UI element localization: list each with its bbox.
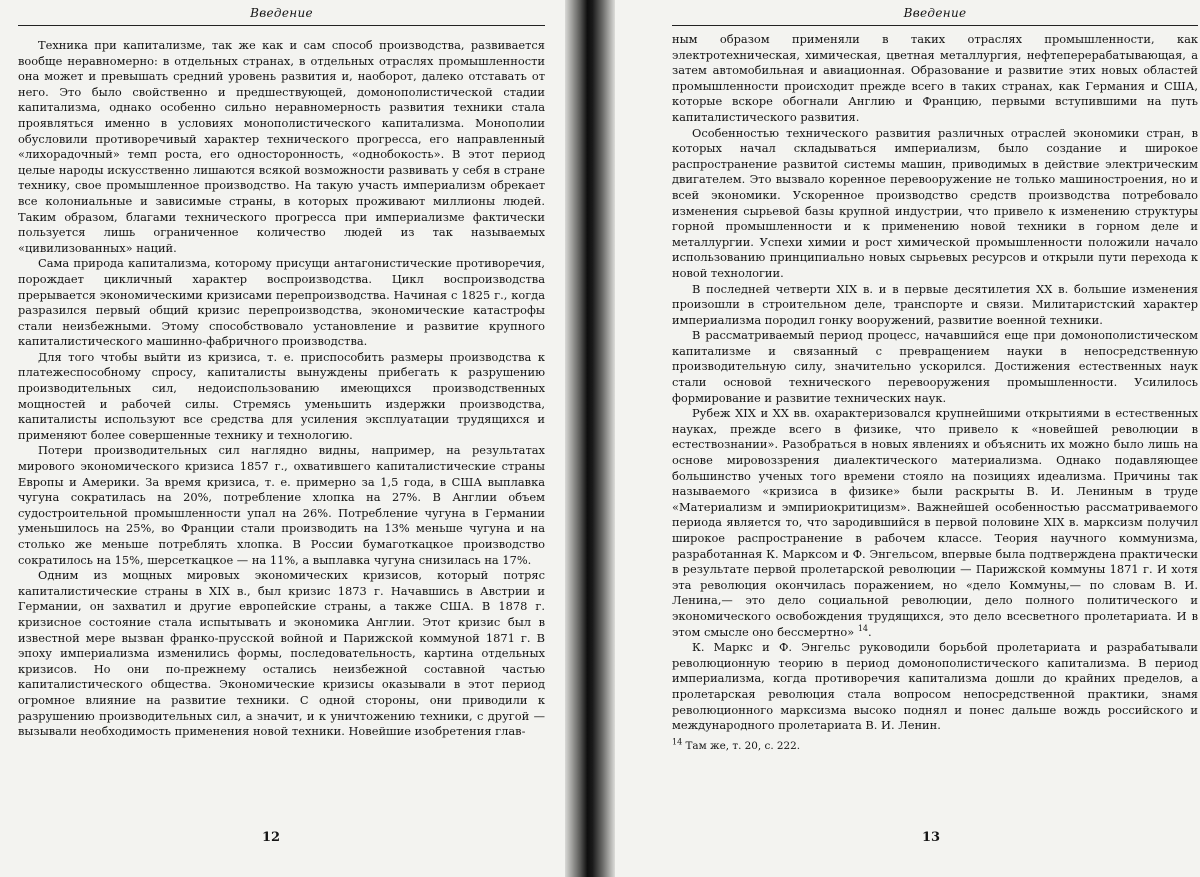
- left-page: [0, 0, 565, 877]
- paragraph: В рассматриваемый период процесс, начавшийся еще при домонополистическом капитализме и связанный с превращением науки в непосредственную производительную силу, значительно ускорился. Достижения естественных наук стали основой технического перевооружения промышленности. Усилилось формирование и развитие технических наук.: [672, 328, 1198, 405]
- paragraph: К. Маркс и Ф. Энгельс руководили борьбой пролетариата и разрабатывали революционную теорию в период домонополистического капитализма. В период империализма, когда противоречия капитализма дошли до крайних пределов, а пролетарская революция стала вопросом непосредственной практики, знамя революционного марксизма высоко поднял и понес дальше вождь российского и международного пролетариата В. И. Ленин.: [672, 640, 1198, 733]
- header-rule: [672, 25, 1198, 26]
- footnote-reference: 14: [857, 623, 869, 633]
- page-number: 13: [922, 830, 941, 845]
- page-number: 12: [262, 830, 281, 845]
- paragraph: Потери производительных сил наглядно видны, например, на результатах мирового экономического кризиса 1857 г., охватившего капиталистические страны Европы и Америки. За время кризиса, т. е. примерно за 1,5 года, в США выплавка чугуна сократилась на 20%, потребление хлопка на 27%. В Англии объем судостроительной промышленности упал на 26%. Потребление чугуна в Германии уменьшилось на 25%, во Франции стали производить на 13% меньше чугуна и на столько же меньше потреблять хлопка. В России бумаготкацкое производство сократилось на 15%, шерсеткацкое — на 11%, а выплавка чугуна снизилась на 17%.: [18, 443, 545, 567]
- left-page-text: [18, 38, 545, 740]
- footnote: [672, 737, 1198, 753]
- paragraph: ным образом применяли в таких отраслях промышленности, как электротехническая, химическая, цветная металлургия, нефтеперерабатывающая, а затем автомобильная и авиационная. Образование и развитие этих новых областей промышленности происходит прежде всего в таких странах, как Германия и США, которые вскоре обогнали Англию и Францию, первыми вступившими на путь капиталистического развития.: [672, 32, 1198, 124]
- paragraph: В последней четверти XIX в. и в первые десятилетия XX в. большие изменения произошли в строительном деле, транспорте и связи. Милитаристский характер империализма породил гонку вооружений, развитие военной техники.: [672, 281, 1198, 327]
- book-gutter: [565, 0, 615, 877]
- paragraph: Для того чтобы выйти из кризиса, т. е. приспособить размеры производства к платежеспособному спросу, капиталисты вынуждены прибегать к разрушению производительных сил, недоиспользованию имеющихся производственных мощностей и рабочей силы. Стремясь уменьшить издержки производства, капиталисты используют все средства для усиления эксплуатации трудящихся и применяют более совершенные технику и технологию.: [18, 349, 545, 442]
- paragraph-text: Рубеж XIX и XX вв. охарактеризовался крупнейшими открытиями в естественных науках, прежде всего в физике, что привело к «новейшей революции в естествознании». Разобраться в новых явлениях и объяснить их можно было лишь на основе мировоззрения диалектического материализма. Однако подавляющее большинство ученых того времени стояло на позициях идеализма. Причины так называемого «кризиса в физике» были раскрыты В. И. Лениным в труде «Материализм и эмпириокритицизм». Важнейшей особенностью рассматриваемого периода является то, что зародившийся в первой половине XIX в. марксизм получил широкое распространение в рабочем классе. Теория научного коммунизма, разработанная К. Марксом и Ф. Энгельсом, впервые была подтверждена практически в результате первой пролетарской революции — Парижской коммуны 1871 г. И хотя эта революция окончилась поражением, но «дело Коммуны,— по словам В. И. Ленина,— это дело социальной революции, дело полного политического и экономического освобождения трудящихся, это дело всесветного пролетариата. И в этом смысле оно бессмертно»: [672, 406, 1198, 639]
- right-page-text: [672, 32, 1198, 753]
- paragraph: Техника при капитализме, так же как и сам способ производства, развивается вообще неравномерно: в отдельных странах, в отдельных отраслях промышленности она может и превышать средний уровень развития и, наоборот, далеко отставать от него. Это было свойственно и предшествующей, домонополистической стадии капитализма, однако особенно сильно неравномерность развития техники стала проявляться именно в условиях монополистического капитализма. Монополии обусловили противоречивый характер технического прогресса, его направленный «лихорадочный» темп роста, его односторонность, «однобокость». В этот период целые народы искусственно лишаются всякой возможности развивать у себя в стране технику, свое промышленное производство. На такую участь империализм обрекает все колониальные и зависимые страны, в которых проживают миллионы людей. Таким образом, благами технического прогресса при империализме фактически пользуется лишь ограниченное количество людей из так называемых «цивилизованных» наций.: [18, 38, 545, 255]
- paragraph-with-footnote-ref: Рубеж XIX и XX вв. охарактеризовался крупнейшими открытиями в естественных науках, прежде всего в физике, что привело к «новейшей революции в естествознании». Разобраться в новых явлениях и объяснить их можно было лишь на основе мировоззрения диалектического материализма. Однако подавляющее большинство ученых того времени стояло на позициях идеализма. Причины так называемого «кризиса в физике» были раскрыты В. И. Лениным в труде «Материализм и эмпириокритицизм». Важнейшей особенностью рассматриваемого периода является то, что зародившийся в первой половине XIX в. марксизм получил широкое распространение в рабочем классе. Теория научного коммунизма, разработанная К. Марксом и Ф. Энгельсом, впервые была подтверждена практически в результате первой пролетарской революции — Парижской коммуны 1871 г. И хотя эта революция окончилась поражением, но «дело Коммуны,— по словам В. И. Ленина,— это дело социальной революции, дело полного политического и экономического освобождения трудящихся, это дело всесветного пролетариата. И в этом смысле оно бессмертно» $^{14}$.: [672, 406, 1198, 639]
- footnote-marker: 14: [672, 737, 683, 747]
- footnote-text: Там же, т. 20, с. 222.: [685, 739, 801, 752]
- paragraph: Сама природа капитализма, которому присущи антагонистические противоречия, порождает цикличный характер воспроизводства. Цикл воспроизводства прерывается экономическими кризисами перепроизводства. Начиная с 1825 г., когда разразился первый общий кризис перепроизводства, экономические катастрофы стали неизбежными. Этому способствовало установление и развитие крупного капиталистического машинно-фабричного производства.: [18, 256, 545, 349]
- paragraph: Особенностью технического развития различных отраслей экономики стран, в которых начал складываться империализм, было создание и широкое распространение развитой системы машин, приводимых в действие электрическим двигателем. Это вызвало коренное перевооружение не только машиностроения, но и всей экономики. Ускоренное производство средств производства потребовало изменения сырьевой базы крупной индустрии, что привело к изменению структуры горной промышленности и к применению новой техники в горном деле и металлургии. Успехи химии и рост химической промышленности положили начало использованию принципиально новых сырьевых ресурсов и открыли пути перехода к новой технологии.: [672, 125, 1198, 280]
- running-head: Введение: [250, 6, 313, 20]
- header-rule: [18, 25, 545, 26]
- paragraph: Одним из мощных мировых экономических кризисов, который потряс капиталистические страны в XIX в., был кризис 1873 г. Начавшись в Австрии и Германии, он захватил и другие европейские страны, а также США. В 1878 г. кризисное состояние стала испытывать и экономика Англии. Этот кризис был в известной мере вызван франко-прусской войной и Парижской коммуной 1871 г. В эпоху империализма изменились формы, последовательность, картина отдельных кризисов. Но они по-прежнему остались неизбежной составной частью капиталистического общества. Экономические кризисы оказывали в этот период огромное влияние на развитие техники. С одной стороны, они приводили к разрушению производительных сил, а значит, и к уничтожению техники, с другой — вызывали необходимость применения новой техники. Новейшие изобретения глав-: [18, 568, 545, 739]
- running-head: Введение: [903, 6, 967, 20]
- right-page: [615, 0, 1200, 877]
